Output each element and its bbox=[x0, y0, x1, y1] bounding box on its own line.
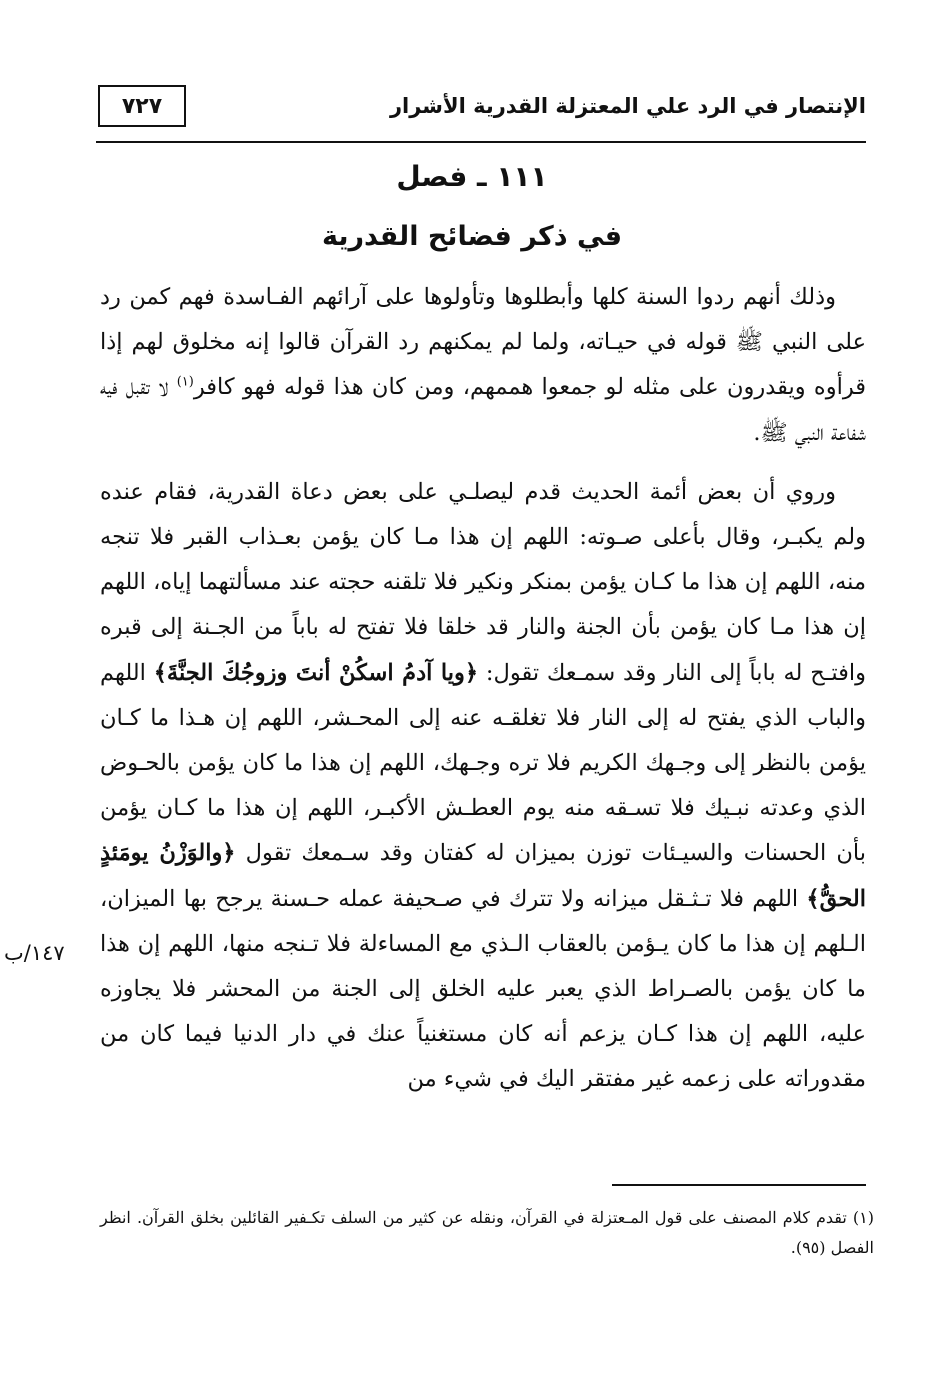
paragraph-2 bbox=[100, 470, 866, 1103]
quran-verse-1: ﴿ويا آدمُ اسكُنْ أنتَ وزوجُكَ الجنَّةَ﴾ bbox=[153, 659, 479, 686]
paragraph-2-part3: اللهم فلا تـثـقل ميزانه ولا تترك في صـحيفة عمله حـسنة يرجح بها الميزان، الـلهم إن هذا ما كان يـؤمن بالعقاب الـذي مع المساءلة فلا تـنجه منها، اللهم إن هذا ما كان يؤمن بالصـراط الذي يعبر عليه الخلق إلى الجنة من المحشر فلا يجاوزه عليه، اللهم إن هذا كـان يزعم أنه كان مستغنياً عنك في دار الدنيا فيما كان من مقدوراته على زعمه غير مفتقر اليك في شيء من bbox=[100, 885, 866, 1093]
page-number-box bbox=[98, 85, 186, 127]
running-title: الإنتصار في الرد علي المعتزلة القدرية الأشرار bbox=[389, 94, 866, 118]
header-rule bbox=[96, 141, 866, 143]
manuscript-folio-note: ١٤٧/ب bbox=[4, 941, 65, 965]
chapter-subtitle: في ذكر فضائح القدرية bbox=[321, 221, 623, 252]
paragraph-1 bbox=[100, 275, 866, 456]
footnote-ref: (١) bbox=[176, 374, 194, 390]
page-number: ٧٢٧ bbox=[121, 93, 163, 119]
footnote: (١) تقدم كلام المصنف على قول المـعتزلة في القرآن، ونقله عن كثير من السلف تكـفير القائلين بخلق القرآن. انظر الفصل (٩٥). bbox=[100, 1208, 874, 1257]
chapter-heading: ١١١ ـ فصل bbox=[396, 160, 548, 193]
quran-verse-2: ﴿والوَزْنُ يومَئذٍ الحقُّ﴾ bbox=[100, 840, 866, 912]
main-text bbox=[100, 275, 866, 1103]
paragraph-2-part1: وروي أن بعض أئمة الحديث قدم ليصلـي على بعض دعاة القدرية، فقام عنده ولم يكبـر، وقال بأعلى صـوته: اللهم إن هذا مـا كان يؤمن بعـذاب القبر فلا تنجه منه، اللهم إن هذا ما كـان يؤمن بمنكر ونكير فلا تلقنه حجته عند مسألتهما إياه، اللهم إن هذا مـا كان يؤمن بأن الجنة والنار قد خلقا فلا تفتح له باباً من الجـنة إلى قبره وافتـح له باباً إلى النار وقد سمـعك تقول: bbox=[100, 478, 866, 686]
footnote-rule bbox=[612, 1184, 866, 1186]
paragraph-2-part2: اللهم والباب الذي يفتح له إلى النار فلا تغلقـه عنه إلى المحـشر، اللهم إن هـذا ما كـان يؤمن بالنظر إلى وجـهك الكريم فلا تره وجـهك، اللهم إن هذا ما كان يؤمن بالحـوض الذي وعدته نبـيك فلا تسـقه منه يوم العطـش الأكبـر، اللهم إن هذا ما كـان يؤمن بأن الحسنات والسيـئات توزن بميزان له كفتان وقد سـمعك تقول bbox=[100, 659, 866, 867]
paragraph-1-text: وذلك أنهم ردوا السنة كلها وأبطلوها وتأولوها على آرائهم الفـاسدة فهم كمن رد على النبي ﷺ قوله في حيـاته، ولما لم يمكنهم رد القرآن قالوا إنه مخلوق لهم إذا قرأوه ويقدرون على مثله لو جمعوا هممهم، ومن كان هذا قوله فهو كافر bbox=[100, 284, 867, 401]
paragraph-1-end: لا تقبل فيه شفاعة النبي ﷺ. bbox=[100, 374, 866, 446]
